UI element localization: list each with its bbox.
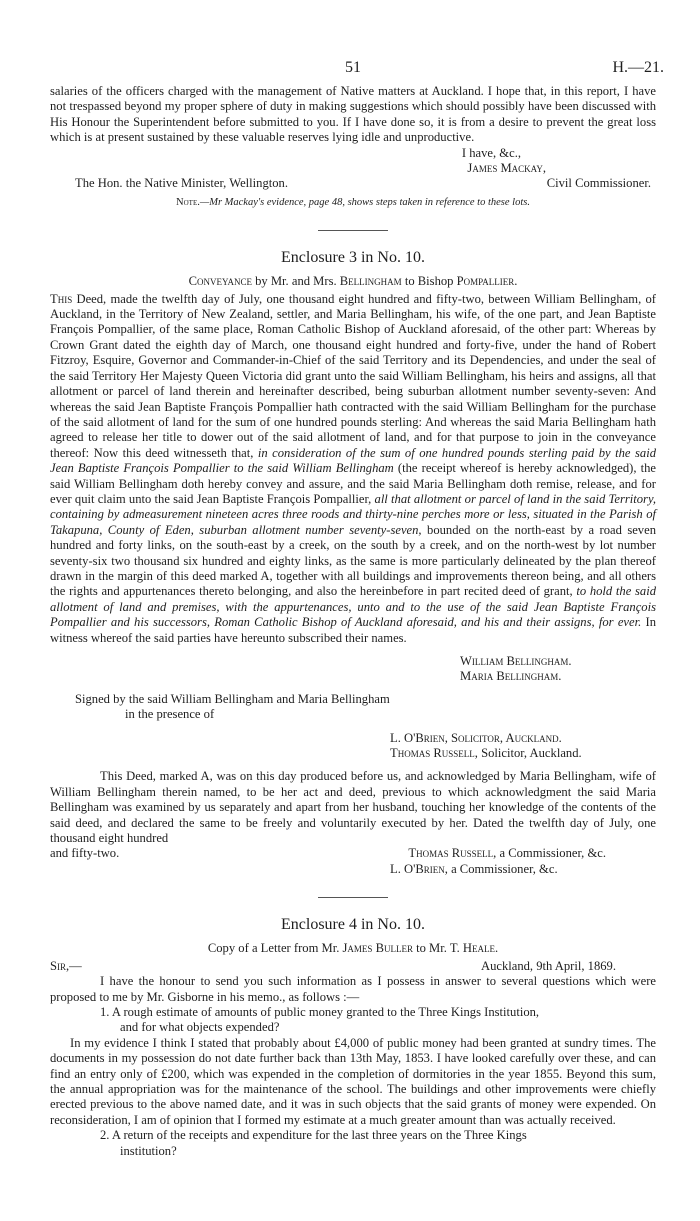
signatory-name: James Mackay, bbox=[467, 161, 546, 176]
subheading-name: Pompallier. bbox=[456, 274, 518, 289]
commissioner-russell bbox=[408, 846, 656, 861]
place-date: Auckland, 9th April, 1869. bbox=[480, 958, 616, 973]
enclosure-3-subheading bbox=[50, 274, 656, 289]
commissioner-russell-title: , a Commissioner, &c. bbox=[493, 846, 606, 861]
deed-fragment: In witness whereof the said parties have hereunto subscribed their names. bbox=[50, 615, 656, 645]
document-reference: H.—21. bbox=[612, 59, 664, 76]
acknowledgment-last-row bbox=[50, 846, 656, 861]
enclosure-4 bbox=[50, 915, 656, 1159]
note-label: Note. bbox=[176, 196, 200, 208]
letter-paragraph-2: In my evidence I think I stated that probably about £4,000 of public money had been granted at sundry times. The documents in my possession do not date further back than 13th May, 1853. I have looked carefully over these, and can find an entry only of £200, which was expended in the completion of dormitories in the year 1855. Beyond this sum, the annual appropriation was for the maintenance of the school. The buildings and other improvements were chiefly erected previous to the above named date, and it was in such objects that the said grants of money were expended. On reconsideration, I am of opinion that I formed my estimate at a much greater amount than was actually received. bbox=[50, 1035, 656, 1127]
question-2-line-1: 2. A return of the receipts and expenditure for the last three years on the Three Kings bbox=[100, 1128, 527, 1143]
question-2-line-2: institution? bbox=[120, 1143, 177, 1158]
commissioner-obrien-name: L. O'Brien bbox=[390, 861, 445, 876]
commissioner-obrien bbox=[50, 862, 656, 877]
section-divider bbox=[318, 230, 388, 231]
intro-paragraph: salaries of the officers charged with the management of Native matters at Auckland. I hope that, in this report, I have not trespassed beyond my proper sphere of duty in making suggestions which should possibly have been discussed with His Honour the Superintendent before submitted to you. If I have done so, it is from a desire to prevent the great loss which is at present sustained by these valuable reserves lying idle and unproductive. bbox=[50, 84, 656, 145]
subheading-name: Heale. bbox=[462, 941, 499, 956]
intro-section bbox=[50, 84, 656, 210]
signature-maria: Maria Bellingham. bbox=[460, 669, 562, 684]
subheading-name: James Buller bbox=[342, 941, 413, 956]
addressee: The Hon. the Native Minister, Wellington. bbox=[75, 176, 289, 191]
subheading-name: Bellingham bbox=[339, 274, 402, 289]
witness-russell-name: Thomas Russell bbox=[390, 746, 475, 761]
acknowledgment-last-line: and fifty-two. bbox=[50, 846, 120, 861]
commissioner-russell-name: Thomas Russell bbox=[408, 846, 494, 861]
subheading-text: by Mr. and Mrs. bbox=[251, 274, 340, 289]
editorial-note bbox=[50, 195, 656, 210]
deed-fragment: bounded on the north-east by a road seven hundred and forty links, on the south-east by a creek, on the south by a creek, and on the north-west by lot number seventy-six two thousand six hundred and eighty links, as the same is more particularly delineated by the plan thereof drawn in the margin of this deed marked A, together with all buildings and improvements thereon being, and all others the rights and appurtenances thereto belonging, and also the hereinbefore in part recited deed of grant, bbox=[50, 522, 656, 599]
salutation: Sir,— bbox=[50, 958, 82, 973]
letter-paragraph-1: I have the honour to send you such information as I possess in answer to several questions which were proposed to me by Mr. Gisborne in his memo., as follows :— bbox=[50, 974, 656, 1004]
addressee-row bbox=[50, 176, 656, 191]
question-1-line-1: 1. A rough estimate of amounts of public money granted to the Three Kings Institution, bbox=[100, 1004, 540, 1019]
document-page bbox=[50, 0, 664, 1159]
deed-italic-fragment: to hold the said allotment of land and premises, with the appurtenances, unto and to the use of the said Jean Baptiste François Pompallier and his successors, Roman Catholic Bishop of Auckland aforesaid, and his and their assigns, for ever. bbox=[50, 584, 657, 630]
note-text: —Mr Mackay's evidence, page 48, shows steps taken in reference to these lots. bbox=[199, 196, 530, 208]
deed-fragment: Deed, made the twelfth day of July, one thousand eight hundred and fifty-two, between William Bellingham, of Auckland, in the Territory of New Zealand, settler, and Maria Bellingham, his wife, of the one part, and Jean Baptiste François Pompallier, of the same place, Roman Catholic Bishop of Auckland aforesaid, of the other part: Whereas by Crown Grant dated the eighth day of March, one thousand eight hundred and forty-five, under the hand of Robert Fitzroy, Esquire, Governor and Commander-in-Chief of the said Territory and its Dependencies, and under the seal of the said Territory Her Majesty Queen Victoria did grant unto the said William Bellingham, his heirs and assigns, all that allotment or parcel of land therein and hereinafter described, being suburban allotment number seventy-seven: And whereas the said Jean Baptiste François Pompallier hath contracted with the said William Bellingham for the purchase of the said allotment of land for the sum of one hundred pounds sterling: And whereas the said Maria Bellingham hath agreed to release her title to dower out of the said allotment of land, and for that purpose to join in the conveyance thereof: Now this deed witnesseth that, bbox=[50, 291, 656, 460]
witness-russell bbox=[50, 746, 656, 761]
salutation-row bbox=[50, 959, 656, 974]
deed-text bbox=[50, 292, 656, 646]
closing-text: I have, &c., bbox=[461, 145, 521, 160]
deed-italic-fragment: all that allotment or parcel of land in the said Territory, containing by admeasurement nineteen acres three roods and thirty-nine perches more or less, situated in the Parish of Takapuna, County of Eden, suburban allotment number seventy-seven, bbox=[50, 491, 656, 537]
signatory-title: Civil Commissioner. bbox=[546, 176, 651, 191]
page-header bbox=[50, 0, 664, 84]
enclosure-3-heading: Enclosure 3 in No. 10. bbox=[281, 249, 425, 267]
acknowledgment-paragraph: This Deed, marked A, was on this day produced before us, and acknowledged by Maria Bellingham, wife of William Bellingham therein named, to be her act and deed, previous to which acknowledgment the said Maria Bellingham was examined by us separately and apart from her husband, touching her knowledge of the contents of the said deed, and declared the same to be freely and voluntarily executed by her. Dated the twelfth day of July, one thousand eight hundred bbox=[50, 769, 656, 846]
section-divider bbox=[318, 897, 388, 898]
enclosure-3 bbox=[50, 248, 656, 877]
commissioner-obrien-title: , a Commissioner, &c. bbox=[444, 861, 558, 876]
enclosure-4-subheading bbox=[50, 941, 656, 956]
witness-line-1: Signed by the said William Bellingham and Maria Bellingham bbox=[75, 691, 390, 706]
enclosure-4-heading: Enclosure 4 in No. 10. bbox=[281, 916, 425, 934]
subheading-text: Copy of a Letter from Mr. bbox=[207, 941, 343, 956]
deed-italic-fragment: in consideration of the sum of one hundred pounds sterling paid by the said Jean Baptiste François Pompallier to the said William Bellingham bbox=[50, 445, 656, 476]
signature-william: William Bellingham. bbox=[460, 654, 572, 668]
page-number: 51 bbox=[345, 59, 361, 76]
witness-obrien: L. O'Brien, Solicitor, Auckland. bbox=[390, 730, 562, 745]
subheading-conveyance: Conveyance bbox=[188, 274, 252, 289]
question-1-line-2: and for what objects expended? bbox=[120, 1020, 280, 1035]
subheading-text: to Bishop bbox=[401, 274, 457, 289]
witness-russell-title: , Solicitor, Auckland. bbox=[474, 746, 582, 761]
subheading-text: to Mr. T. bbox=[412, 941, 463, 956]
witness-line-2: in the presence of bbox=[125, 707, 215, 722]
closing-row bbox=[50, 146, 656, 161]
deed-fragment: (the receipt whereof is hereby acknowledged), the said William Bellingham doth hereby convey and assure, and the said Maria Bellingham doth remise, release, and for ever quit claim unto the said Jean Baptiste François Pompallier, bbox=[50, 461, 656, 506]
deed-lead-word: This bbox=[50, 291, 73, 306]
